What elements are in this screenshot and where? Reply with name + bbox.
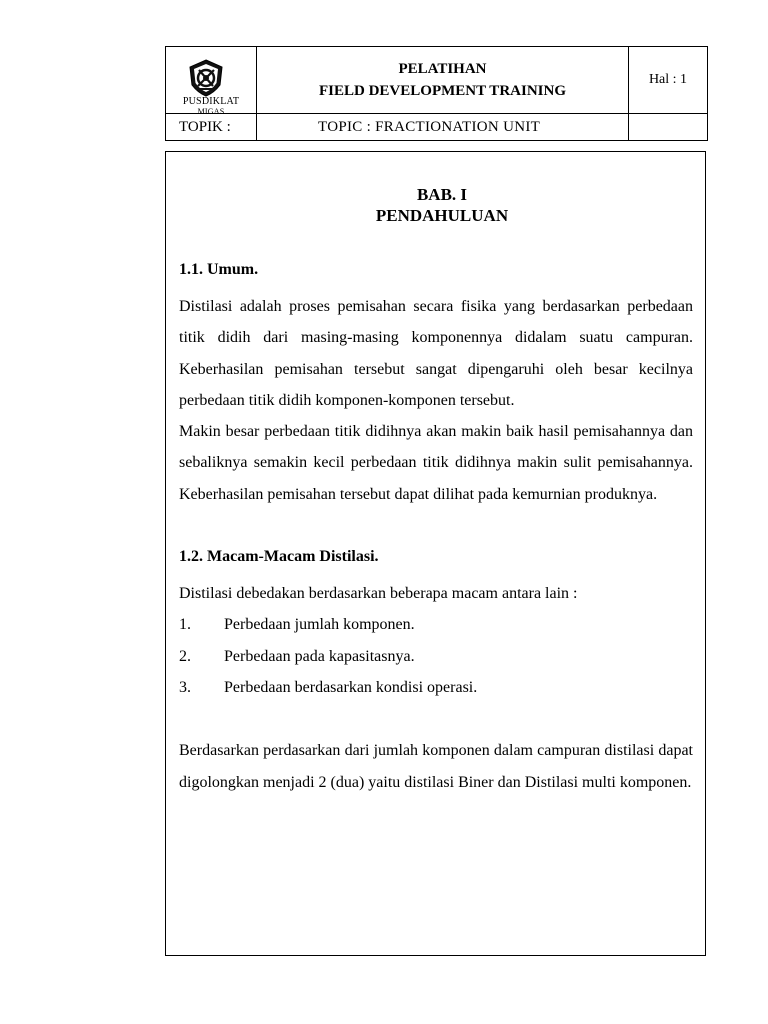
distillation-types-list xyxy=(179,609,693,703)
document-title-cell xyxy=(257,47,629,114)
topic-value: TOPIC : FRACTIONATION UNIT xyxy=(257,114,629,141)
list-item xyxy=(179,641,693,672)
list-item-number: 2. xyxy=(179,647,191,665)
empty-cell xyxy=(629,114,708,141)
page-number: Hal : 1 xyxy=(629,47,708,114)
section-2-intro: Distilasi debedakan berdasarkan beberapa macam antara lain : xyxy=(179,585,578,603)
section-title-2: 1.2. Macam-Macam Distilasi. xyxy=(179,548,379,566)
chapter-heading xyxy=(191,184,693,226)
logo-caption xyxy=(166,97,256,117)
list-item-number: 1. xyxy=(179,616,191,634)
section-1-paragraph-1: Distilasi adalah proses pemisahan secara fisika yang berdasarkan perbedaan titik didih dari masing-masing komponennya didalam suatu campuran. Keberhasilan pemisahan tersebut sangat dipengaruhi oleh besar kecilnya perbedaan titik didih komponen-komponen tersebut. xyxy=(179,298,693,409)
document-body xyxy=(165,151,706,956)
topic-label: TOPIK : xyxy=(166,114,257,141)
list-item xyxy=(179,672,693,703)
document-title-line1: PELATIHAN xyxy=(398,61,487,77)
document-content xyxy=(179,184,693,798)
logo-caption-main: PUSDIKLAT xyxy=(182,96,240,107)
list-item-text: Perbedaan jumlah komponen. xyxy=(224,616,415,634)
section-title-1: 1.1. Umum. xyxy=(179,261,259,278)
pusdiklat-logo-icon xyxy=(186,59,226,97)
list-item-text: Perbedaan pada kapasitasnya. xyxy=(224,647,415,665)
document-title-line2: FIELD DEVELOPMENT TRAINING xyxy=(319,83,566,99)
list-item-text: Perbedaan berdasarkan kondisi operasi. xyxy=(224,678,478,696)
chapter-title: PENDAHULUAN xyxy=(375,206,509,225)
logo-caption-sub: MIGAS xyxy=(197,107,225,116)
section-2-closing: Berdasarkan perdasarkan dari jumlah komponen dalam campuran distilasi dapat digolongkan menjadi 2 (dua) yaitu distilasi Biner dan Distilasi multi komponen. xyxy=(179,742,693,791)
list-item xyxy=(179,609,693,640)
section-1-paragraph-2: Makin besar perbedaan titik didihnya akan makin baik hasil pemisahannya dan sebaliknya semakin kecil perbedaan titik didihnya makin sulit pemisahannya. Keberhasilan pemisahan tersebut dapat dilihat pada kemurnian produknya. xyxy=(179,423,693,503)
logo-cell xyxy=(166,47,257,114)
chapter-number: BAB. I xyxy=(416,185,468,204)
list-item-number: 3. xyxy=(179,678,191,696)
document-header xyxy=(165,46,708,141)
